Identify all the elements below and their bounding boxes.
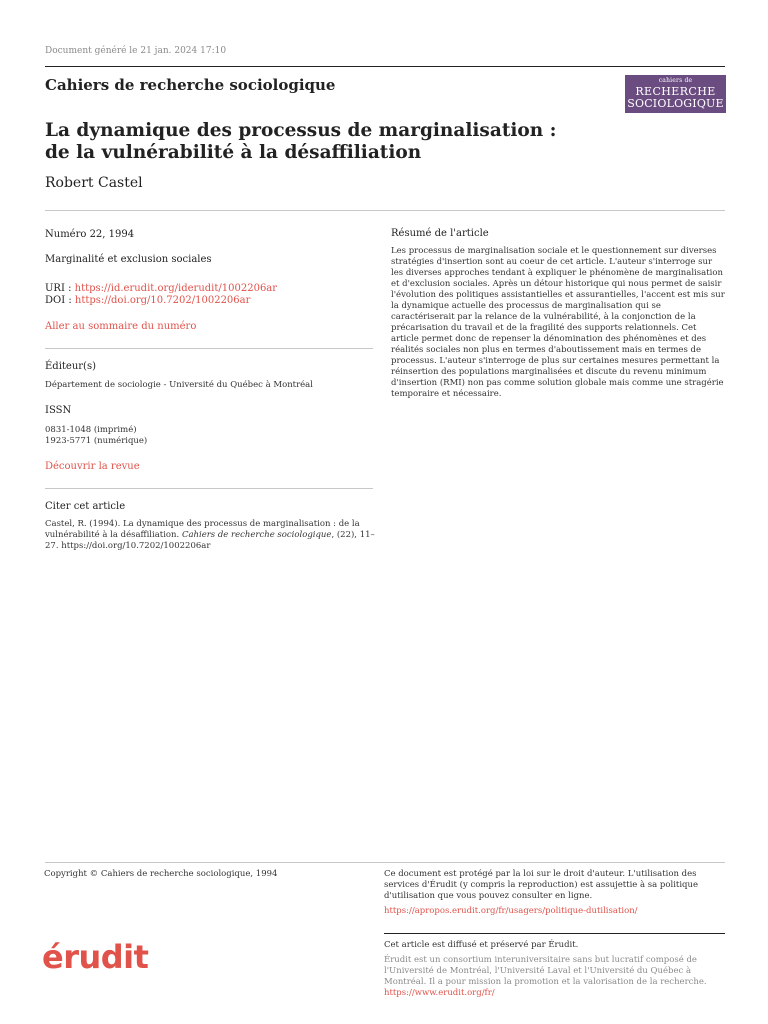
issn-digital: 1923-5771 (numérique) <box>45 436 148 446</box>
divider <box>45 348 373 349</box>
logo-line-3: SOCIOLOGIQUE <box>627 97 724 110</box>
journal-logo <box>625 75 726 113</box>
logo-line-2: RECHERCHE <box>635 85 716 98</box>
cite-heading: Citer cet article <box>45 501 126 512</box>
article-title: La dynamique des processus de marginalisation : de la vulnérabilité à la désaffiliation <box>45 120 557 163</box>
issue-section: Marginalité et exclusion sociales <box>45 254 212 265</box>
journal-name: Cahiers de recherche sociologique <box>45 76 336 94</box>
protect-text: Ce document est protégé par la loi sur le droit d'auteur. L'utilisation des services d'Érudit (y compris la reproduction) est assujettie à sa politique d'utilisation que vous pouvez consulter en ligne. <box>384 869 698 901</box>
citation-part-1: Castel, R. (1994). La dynamique des processus de marginalisation : de la vulnérabilité à la désaffiliation. <box>45 519 360 540</box>
logo-line-1: cahiers de <box>658 77 693 84</box>
issn-print: 0831-1048 (imprimé) <box>45 425 137 435</box>
article-author: Robert Castel <box>45 175 143 191</box>
uri-label: URI : <box>45 283 75 294</box>
issn-heading: ISSN <box>45 405 72 416</box>
copyright-notice <box>384 869 714 917</box>
discover-journal-link[interactable]: Découvrir la revue <box>45 461 140 472</box>
consortium-text: Érudit est un consortium interuniversitaire sans but lucratif composé de l'Université de Montréal, l'Université Laval et l'Université du Québec à Montréal. Il a pour mission la promotion et la valorisation de la recherche. <box>384 955 707 987</box>
uri-link[interactable]: https://id.erudit.org/iderudit/1002206ar <box>74 283 278 294</box>
consortium-info <box>384 955 719 999</box>
diffusion-notice: Cet article est diffusé et préservé par Érudit. <box>384 940 579 950</box>
doi-label: DOI : <box>45 295 75 306</box>
citation-journal: Cahiers de recherche sociologique <box>181 530 332 540</box>
divider <box>45 488 373 489</box>
policy-link[interactable]: https://apropos.erudit.org/fr/usagers/politique-dutilisation/ <box>384 906 638 916</box>
copyright: Copyright © Cahiers de recherche sociologique, 1994 <box>44 869 278 879</box>
publisher-heading: Éditeur(s) <box>45 361 96 372</box>
generated-date: Document généré le 21 jan. 2024 17:10 <box>45 46 227 56</box>
abstract-heading: Résumé de l'article <box>391 228 489 239</box>
identifiers <box>45 283 277 307</box>
publisher-name: Département de sociologie - Université du Québec à Montréal <box>45 380 313 390</box>
issue-number: Numéro 22, 1994 <box>45 229 135 240</box>
doi-link[interactable]: https://doi.org/10.7202/1002206ar <box>74 295 251 306</box>
divider <box>45 210 725 211</box>
issue-toc-link[interactable]: Aller au sommaire du numéro <box>45 321 197 332</box>
erudit-link[interactable]: https://www.erudit.org/fr/ <box>384 988 495 998</box>
top-divider <box>45 66 725 67</box>
abstract-text: Les processus de marginalisation sociale et le questionnement sur diverses stratégies d'insertion sont au coeur de cet article. L'auteur s'interroge sur les diverses approches tendant à expliquer le phénomène de marginalisation et d'exclusion sociales. Après un détour historique qui nous permet de saisir l'évolution des politiques assistantielles et assurantielles, l'accent est mis sur la dynamique actuelle des processus de marginalisation qui se caractériserait par la relance de la vulnérabilité, à la conjonction de la précarisation du travail et de la fragilité des supports relationnels. Cet article permet donc de repenser la dénomination des phénomènes et des réalités sociales non plus en termes d'aboutissement mais en termes de processus. L'auteur s'interroge de plus sur certaines mesures permettant la réinsertion des populations marginalisées et discute du revenu minimum d'insertion (RMI) non pas comme solution globale mais comme une stragérie temporaire et nécessaire. <box>391 246 725 399</box>
erudit-logo: érudit <box>42 938 149 976</box>
issn-values <box>45 425 147 447</box>
citation-part-2: , (22), 11–27. https://doi.org/10.7202/1002206ar <box>45 530 375 551</box>
citation <box>45 519 375 552</box>
footer-divider <box>45 862 725 863</box>
footer-divider-dark <box>384 933 725 934</box>
